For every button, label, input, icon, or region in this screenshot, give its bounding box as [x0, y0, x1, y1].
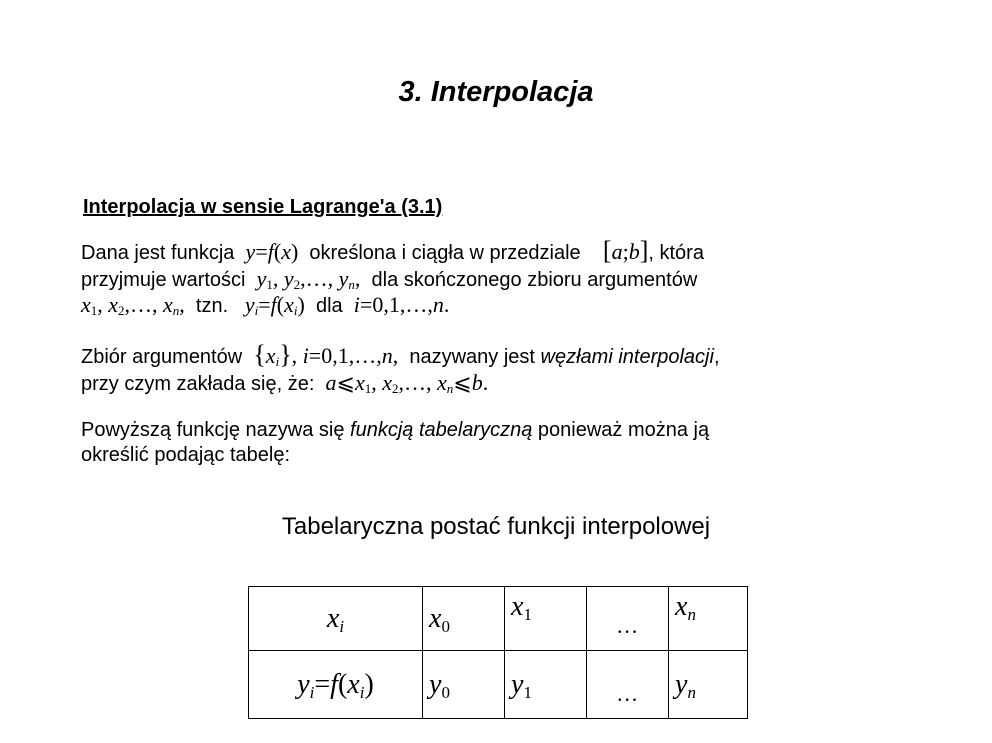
table-cell-y0: $y_0$ — [423, 651, 505, 719]
table-row — [249, 651, 748, 719]
text-span: nazywany jest — [409, 346, 535, 368]
interpolation-table — [248, 586, 748, 719]
paragraph-line — [81, 443, 941, 468]
text-span: Dana jest funkcja — [81, 242, 235, 264]
table-cell-y1: $y_1$ — [505, 651, 587, 719]
text-span: ponieważ można ją — [537, 419, 710, 441]
math-y-eq-fx: y=f(x) — [245, 239, 299, 264]
paragraph-line — [81, 342, 941, 370]
text-span: dla — [315, 295, 343, 317]
text-span-italic: węzłami interpolacji — [540, 346, 714, 368]
paragraph-line — [81, 238, 941, 266]
text-span: Powyższą funkcję nazywa się — [81, 419, 345, 441]
paragraph-line — [81, 266, 941, 292]
math-node-set: $\{x_i\}$, i=0,1,…,n, — [253, 340, 399, 369]
text-span: , — [713, 346, 720, 368]
text-span: określić podając tabelę: — [81, 444, 291, 466]
section-heading: Interpolacja w sensie Lagrange'a (3.1) — [83, 196, 443, 218]
math-i-range: i=0,1,…,n. — [353, 292, 450, 317]
table-cell-ellipsis: … — [587, 587, 669, 651]
text-span: przyjmuje wartości — [81, 269, 246, 291]
text-span: dla skończonego zbioru argumentów — [371, 269, 698, 291]
math-x-values: $x_1$, $x_2,\dots$, $x_n$, — [81, 292, 185, 318]
text-span-italic: funkcją tabelaryczną — [350, 419, 533, 441]
table-caption: Tabelaryczna postać funkcji interpolowej — [281, 513, 711, 540]
text-span: Zbiór argumentów — [81, 346, 243, 368]
text-span: przy czym zakłada się, że: — [81, 373, 315, 395]
page-title: 3. Interpolacja — [398, 76, 594, 108]
table-cell-yi-eq-fxi: $y_i=f(x_i)$ — [249, 651, 423, 719]
math-y-values: $y_1$, $y_2,\dots$, $y_n$, — [256, 266, 361, 292]
paragraph-tabular — [81, 418, 941, 468]
math-interval: [a;b] — [602, 236, 649, 265]
math-yi-eq-fxi: $y_i=f(x_i)$ — [244, 292, 305, 318]
table-cell-x0: $x_0$ — [423, 587, 505, 651]
paragraph-nodes — [81, 342, 941, 398]
paragraph-line — [81, 418, 941, 443]
math-node-bounds: $a⩽x_1$, $x_2,\dots$, $x_n⩽b$. — [325, 370, 489, 396]
table-cell-ellipsis: … — [587, 651, 669, 719]
paragraph-definition — [81, 238, 941, 318]
text-span: tzn. — [195, 295, 229, 317]
table-row — [249, 587, 748, 651]
table-cell-xi: $x_i$ — [249, 587, 423, 651]
text-span: określona i ciągła w przedziale — [309, 242, 581, 264]
paragraph-line — [81, 292, 941, 318]
table-cell-x1: $x_1$ — [505, 587, 587, 651]
text-span: , która — [648, 242, 704, 264]
table-cell-yn: $y_n$ — [669, 651, 748, 719]
table-cell-xn: $x_n$ — [669, 587, 748, 651]
paragraph-line — [81, 370, 941, 398]
